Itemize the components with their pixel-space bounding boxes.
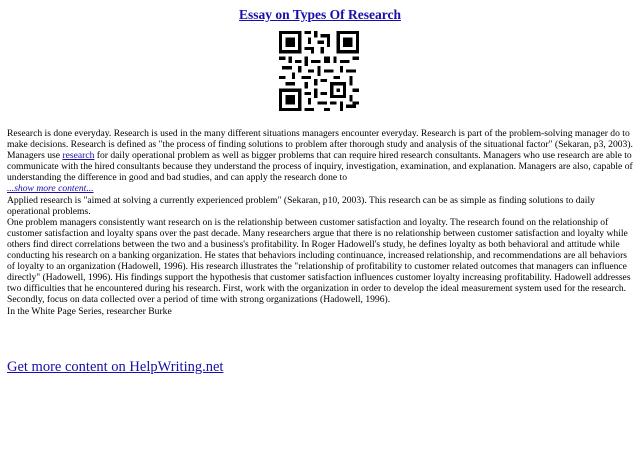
paragraph-white-page: In the White Page Series, researcher Burke: [7, 305, 172, 317]
page-title[interactable]: Essay on Types Of Research: [238, 7, 401, 22]
show-more-link[interactable]: ...show more content...: [7, 183, 94, 195]
get-more-content-link[interactable]: Get more content on HelpWriting.net: [7, 359, 224, 375]
paragraph-intro: Research is done everyday. Research is used in the many different situations managers encounter everyday. Research is part of the problem-solving manager do to make decisions. Research is defined as "the process of finding solutions to problem after thorough study and analysis of the situational factor" (Sekaran, p3, 2003). Managers use research for daily operational problem as well as bigger problems that can require hired research consultants. Managers who use research are able to communicate with the hired consultants because they understand the process of inquiry, investigation, examination, and explanation. Managers are also, capable of understanding the difference in good and bad studies, and can apply the research done to: [7, 128, 633, 184]
paragraph-customer-loyalty: One problem managers consistently want research on is the relationship between customer satisfaction and loyalty. The research found on the relationship of customer satisfaction and loyalty spans over the past decade. Many researchers argue that there is no relationship between customer satisfaction and loyalty while others find direct correlations between the two and a business's profitability. In Roger Hadowell's study, he defines loyalty as both behavioral and attitude while conducting his research on a banking organization. He states that behaviors including continuance, increased relationship, and recommendations are all behaviors of loyalty to an organization (Hadowell, 1996). His research illustrates the "relationship of profitability to customer related outcomes that managers can influence directly" (Hadowell, 1996). His findings support the hypothesis that customer satisfaction influences customer loyalty increasing profitability. Hadowell addresses two difficulties that he encountered during his research. First, work with the organization in order to develop the ideal measurement system used for the research. Secondly, focus on data collected over a period of time with strong organizations (Hadowell, 1996).: [7, 216, 631, 306]
research-link[interactable]: research: [62, 150, 95, 162]
qr-code-icon: [279, 31, 359, 111]
paragraph-applied-research: Applied research is "aimed at solving a currently experienced problem" (Sekaran, p10, 2003). This research can be as simple as finding solutions to daily operational problems.: [7, 194, 595, 217]
essay-body: [7, 128, 635, 317]
